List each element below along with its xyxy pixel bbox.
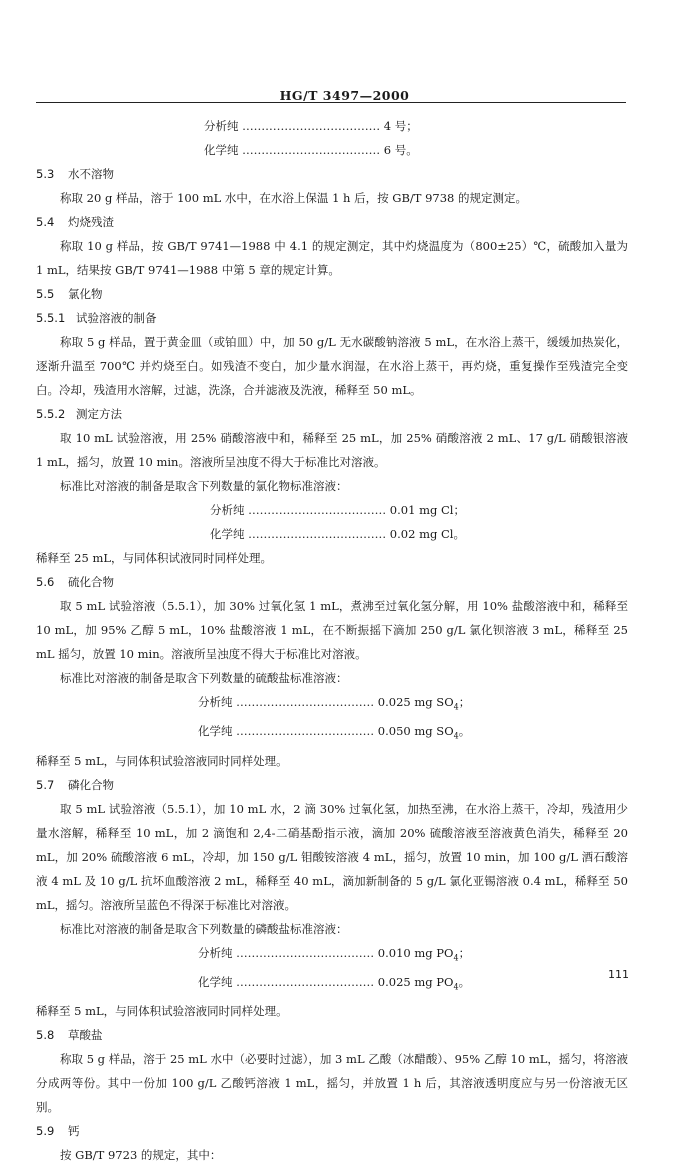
grade-line: 分析纯 ……………………………… 0.010 mg $PO_4$； (198, 945, 471, 962)
grade-line: 分析纯 ……………………………… 4 号； (204, 119, 418, 133)
section-heading: 5.5 氯化物 (36, 287, 103, 301)
paragraph: 称取 5 g 样品，置于黄金皿（或铂皿）中，加 50 g/L 无水碳酸钠溶液 5 mL，在水浴上蒸干，缓缓加热炭化，逐渐升温至 700℃ 并灼烧至白。如残渣不变白，加少量水润湿，在水浴上蒸干，再灼烧，重复操作至残渣完全变白。冷却，残渣用水溶解，过滤，洗涤，合并滤液及洗液，稀释至 50 mL。 (36, 335, 628, 397)
paragraph: 称取 20 g 样品，溶于 100 mL 水中，在水浴上保温 1 h 后，按 GB/T 9738 的规定测定。 (60, 191, 528, 205)
grade-line: 分析纯 ……………………………… 0.01 mg Cl； (210, 503, 465, 517)
grade-line: 化学纯 ……………………………… 0.025 mg $PO_4$。 (198, 974, 471, 992)
document-body (36, 114, 628, 1167)
section-heading: 5.3 水不溶物 (36, 167, 114, 181)
paragraph: 标准比对溶液的制备是取含下列数量的磷酸盐标准溶液： (60, 921, 348, 936)
paragraph: 标准比对溶液的制备是取含下列数量的氯化物标准溶液： (60, 479, 348, 493)
paragraph: 稀释至 5 mL，与同体积试验溶液同时同样处理。 (36, 1004, 288, 1019)
paragraph: 稀释至 5 mL，与同体积试验溶液同时同样处理。 (36, 753, 288, 768)
paragraph: 称取 10 g 样品，按 GB/T 9741—1988 中 4.1 的规定测定，其中灼烧温度为（800±25）℃，硫酸加入量为 1 mL，结果按 GB/T 9741—1988 中第 5 章的规定计算。 (36, 239, 628, 277)
section-heading: 5.6 硫化合物 (36, 575, 114, 589)
paragraph: 稀释至 25 mL，与同体积试液同时同样处理。 (36, 551, 272, 565)
grade-line: 化学纯 ……………………………… 0.050 mg $SO_4$。 (198, 724, 471, 741)
paragraph: 按 GB/T 9723 的规定，其中： (60, 1148, 222, 1163)
section-heading: 5.9 钙 (36, 1124, 80, 1139)
section-heading: 5.8 草酸盐 (36, 1028, 103, 1043)
subsection-heading: 5.5.1 试验溶液的制备 (36, 311, 157, 325)
paragraph: 称取 5 g 样品，溶于 25 mL 水中（必要时过滤），加 3 mL 乙酸（冰醋酸）、95% 乙醇 10 mL，摇匀，将溶液分成两等份。其中一份加 100 g/L 乙酸钙溶液 1 mL，摇匀，并放置 1 h 后，其溶液透明度应与另一份溶液无区别。 (36, 1052, 628, 1115)
paragraph: 标准比对溶液的制备是取含下列数量的硫酸盐标准溶液： (60, 671, 348, 685)
paragraph: 取 5 mL 试验溶液（5.5.1），加 10 mL 水，2 滴 30% 过氧化氢，加热至沸，在水浴上蒸干，冷却，残渣用少量水溶解，稀释至 10 mL，加 2 滴饱和 2,4-二硝基酚指示液，滴加 20% 硫酸溶液至溶液黄色消失，稀释至 20 mL，加 20% 硫酸溶液 6 mL，冷却，加 150 g/L 钼酸铵溶液 4 mL，摇匀，放置 10 min，加 100 g/L 酒石酸溶液 4 mL 及 10 g/L 抗坏血酸溶液 2 mL，稀释至 40 mL，滴加新制备的 5 g/L 氯化亚锡溶液 0.4 mL，稀释至 50 mL，摇匀。溶液所呈蓝色不得深于标准比对溶液。 (36, 801, 628, 912)
header-rule (36, 102, 626, 103)
section-heading: 5.4 灼烧残渣 (36, 215, 114, 229)
standard-header: HG/T 3497—2000 (279, 88, 410, 103)
subsection-heading: 5.5.2 测定方法 (36, 407, 122, 421)
grade-line: 化学纯 ……………………………… 6 号。 (204, 143, 418, 157)
grade-line: 化学纯 ……………………………… 0.02 mg Cl。 (210, 527, 465, 541)
section-heading: 5.7 磷化合物 (36, 777, 114, 792)
paragraph: 取 5 mL 试验溶液（5.5.1），加 30% 过氧化氢 1 mL，煮沸至过氧化氢分解，用 10% 盐酸溶液中和，稀释至 10 mL，加 95% 乙醇 5 mL，10% 盐酸溶液 1 mL，在不断振摇下滴加 250 g/L 氯化钡溶液 3 mL，稀释至 25 mL 摇匀，放置 10 min。溶液所呈浊度不得大于标准比对溶液。 (36, 599, 628, 661)
grade-line: 分析纯 ……………………………… 0.025 mg $SO_4$； (198, 695, 471, 712)
page-number: 111 (608, 968, 629, 981)
paragraph: 取 10 mL 试验溶液，用 25% 硝酸溶液中和，稀释至 25 mL，加 25% 硝酸溶液 2 mL、17 g/L 硝酸银溶液 1 mL，摇匀，放置 10 min。溶液所呈浊度不得大于标准比对溶液。 (36, 431, 628, 469)
